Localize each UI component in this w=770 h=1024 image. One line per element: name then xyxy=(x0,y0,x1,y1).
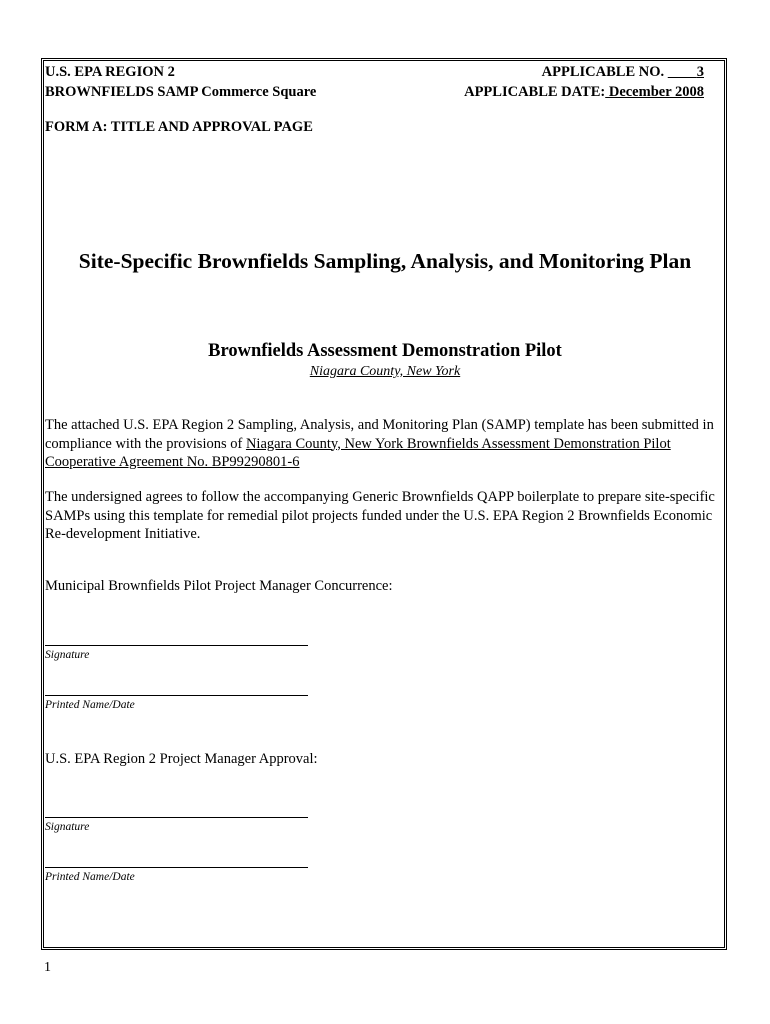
epa-approval-label: U.S. EPA Region 2 Project Manager Approval: xyxy=(45,751,318,767)
epa-printed-name-caption: Printed Name/Date xyxy=(45,871,135,883)
municipal-printed-name-caption: Printed Name/Date xyxy=(45,699,135,711)
applicable-number-label: APPLICABLE NO. xyxy=(541,64,665,80)
municipal-printed-name-line[interactable] xyxy=(45,695,308,696)
epa-signature-caption: Signature xyxy=(45,821,90,833)
location: Niagara County, New York xyxy=(309,364,461,379)
document-subtitle: Brownfields Assessment Demonstration Pilot xyxy=(208,341,562,361)
municipal-concurrence-label: Municipal Brownfields Pilot Project Manager Concurrence: xyxy=(45,578,393,594)
document-title: Site-Specific Brownfields Sampling, Analysis, and Monitoring Plan xyxy=(78,249,692,273)
header-agency: U.S. EPA REGION 2 xyxy=(45,64,175,80)
municipal-signature-caption: Signature xyxy=(45,649,90,661)
epa-printed-name-line[interactable] xyxy=(45,867,308,868)
municipal-signature-line[interactable] xyxy=(45,645,308,646)
epa-signature-line[interactable] xyxy=(45,817,308,818)
compliance-paragraph: The attached U.S. EPA Region 2 Sampling, Analysis, and Monitoring Plan (SAMP) template has been submitted in compliance with the provisions of Niagara County, New York Brownfields Assessment Demonstration Pilot Cooperative Agreement No. BP99290801-6 xyxy=(45,417,714,470)
applicable-date-value: December 2008 xyxy=(605,84,704,100)
applicable-number-value: 3 xyxy=(696,64,704,80)
applicable-number xyxy=(542,64,704,81)
cooperative-agreement: Niagara County, New York Brownfields Assessment Demonstration Pilot Cooperative Agreement No. BP99290801-6 xyxy=(45,435,671,470)
applicable-date xyxy=(464,84,704,101)
agreement-paragraph: The undersigned agrees to follow the accompanying Generic Brownfields QAPP boilerplate to prepare site-specific SAMPs using this template for remedial pilot projects funded under the U.S. EPA Region 2 Brownfields Economic Re-development Initiative. xyxy=(45,489,715,542)
form-title: FORM A: TITLE AND APPROVAL PAGE xyxy=(45,119,313,135)
header-project: BROWNFIELDS SAMP Commerce Square xyxy=(45,84,317,100)
applicable-date-label: APPLICABLE DATE: xyxy=(464,84,606,100)
page-number: 1 xyxy=(44,960,51,975)
